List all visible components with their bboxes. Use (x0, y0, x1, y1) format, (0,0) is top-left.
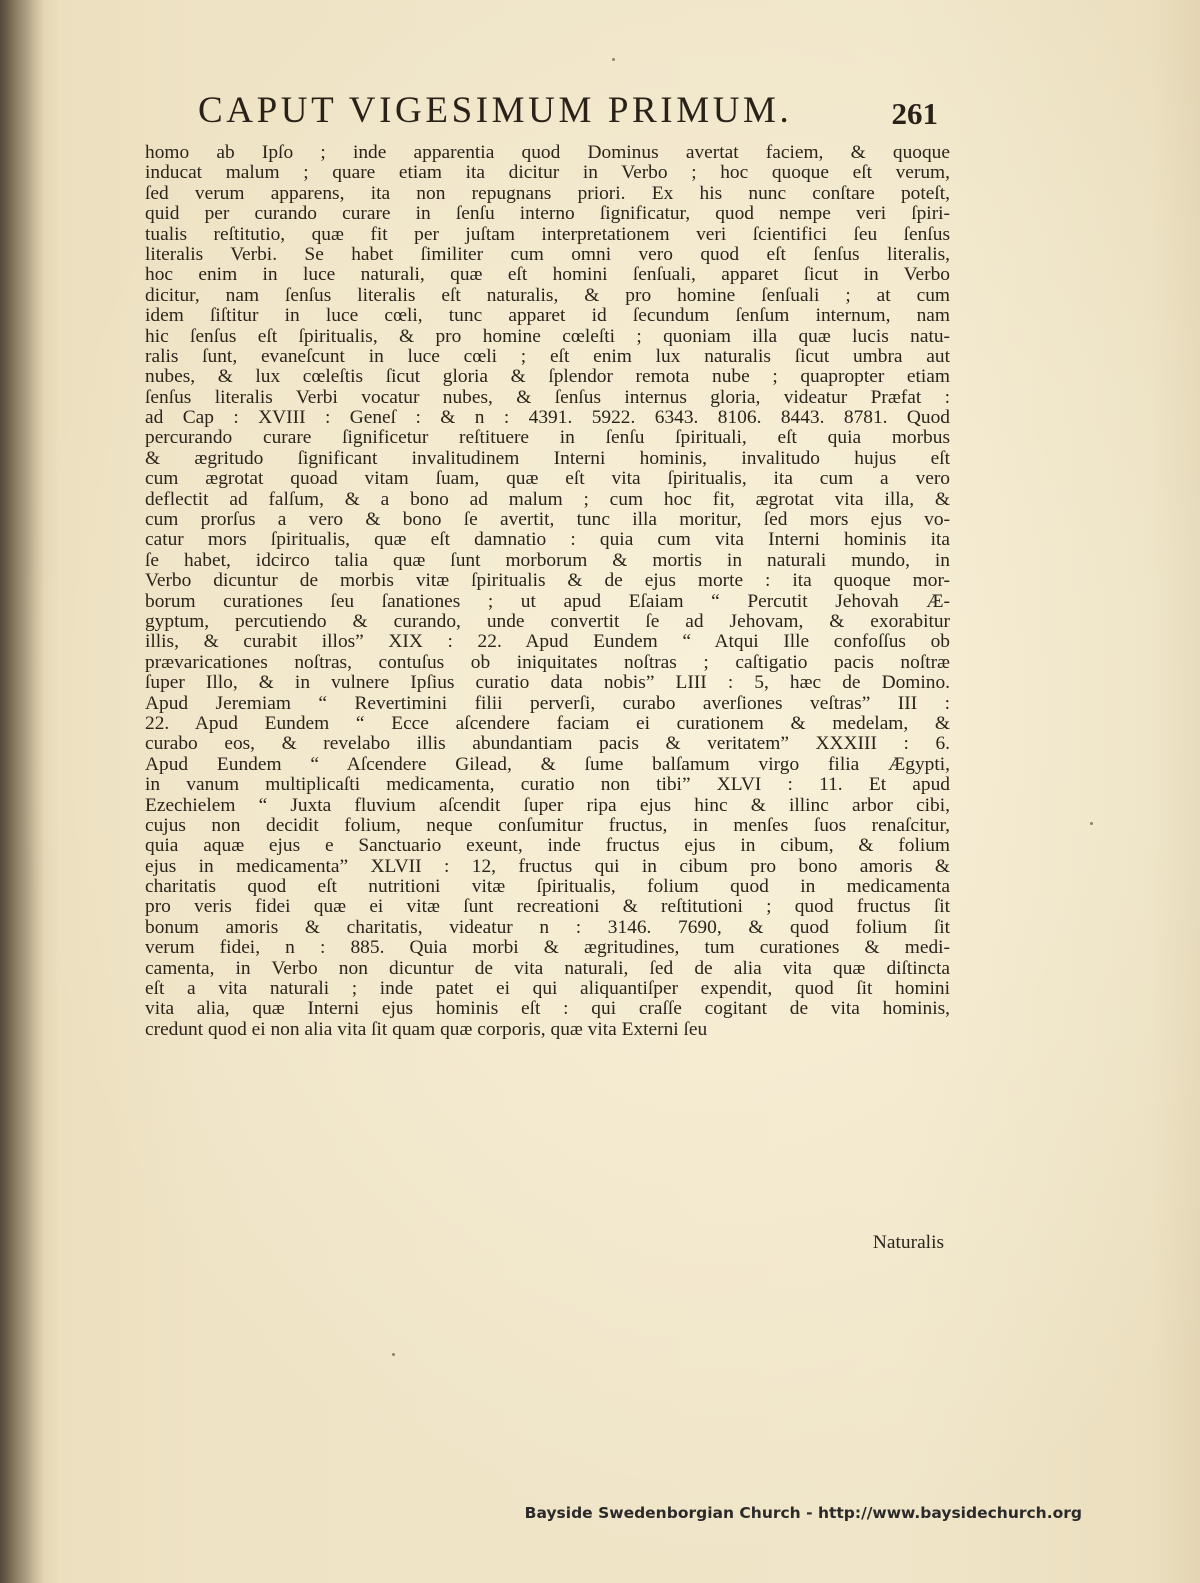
text-line: nubes, & lux cœleſtis ſicut gloria & ſplendor remota nube ; quapropter etiam (145, 367, 950, 388)
text-line: percurando curare ſignificetur reſtituere in ſenſu ſpirituali, eſt quia morbus (145, 428, 950, 449)
text-line: ejus in medicamenta” XLVII : 12, fructus qui in cibum pro bono amoris & (145, 856, 950, 877)
text-line: quid per curando curare in ſenſu interno ſignificatur, quod nempe veri ſpiri- (145, 204, 950, 225)
footer-credit: Bayside Swedenborgian Church - http://www.baysidechurch.org (524, 1504, 1082, 1522)
text-line: curabo eos, & revelabo illis abundantiam pacis & veritatem” XXXIII : 6. (145, 734, 950, 755)
text-line: credunt quod ei non alia vita ſit quam quæ corporis, quæ vita Externi ſeu (145, 1019, 708, 1040)
text-line: Ezechielem “ Juxta fluvium aſcendit ſuper ripa ejus hinc & illinc arbor cibi, (145, 795, 950, 816)
text-line: illis, & curabit illos” XIX : 22. Apud Eundem “ Atqui Ille confoſſus ob (145, 632, 950, 653)
text-line: inducat malum ; quare etiam ita dicitur in Verbo ; hoc quoque eſt verum, (145, 163, 950, 184)
text-line: idem ſiſtitur in luce cœli, tunc apparet id ſecundum ſenſum internum, nam (145, 306, 950, 327)
text-line: camenta, in Verbo non dicuntur de vita naturali, ſed de alia vita quæ diſtincta (145, 958, 950, 979)
text-line: 22. Apud Eundem “ Ecce aſcendere faciam ei curationem & medelam, & (145, 713, 950, 734)
text-line: ſuper Illo, & in vulnere Ipſius curatio data nobis” LIII : 5, hæc de Domino. (145, 673, 950, 694)
text-line: ſe habet, idcirco talia quæ ſunt morborum & mortis in naturali mundo, in (145, 550, 950, 571)
text-line: in vanum multiplicaſti medicamenta, curatio non tibi” XLVI : 11. Et apud (145, 775, 950, 796)
text-line: ad Cap : XVIII : Geneſ : & n : 4391. 5922. 6343. 8106. 8443. 8781. Quod (145, 408, 950, 429)
text-line: ſenſus literalis Verbi vocatur nubes, & ſenſus internus gloria, videatur Præfat : (145, 387, 950, 408)
page-number: 261 (891, 96, 938, 131)
text-line: Apud Eundem “ Aſcendere Gilead, & ſume balſamum virgo filia Ægypti, (145, 754, 950, 775)
text-line: cum prorſus a vero & bono ſe avertit, tunc illa moritur, ſed mors ejus vo- (145, 510, 950, 531)
text-line: bonum amoris & charitatis, videatur n : 3146. 7690, & quod folium ſit (145, 917, 950, 938)
text-line: cum ægrotat quoad vitam ſuam, quæ eſt vita ſpiritualis, ita cum a vero (145, 469, 950, 490)
text-line: Verbo dicuntur de morbis vitæ ſpiritualis & de ejus morte : ita quoque mor- (145, 571, 950, 592)
text-line: & ægritudo ſignificant invalitudinem Interni hominis, invalitudo hujus eſt (145, 448, 950, 469)
running-head (198, 86, 938, 136)
text-line: pro veris fidei quæ ei vitæ ſunt recreationi & reſtitutioni ; quod fructus ſit (145, 897, 950, 918)
text-line: tualis reſtitutio, quæ fit per juſtam interpretationem veri ſcientifici ſeu ſenſus (145, 224, 950, 245)
text-line: cujus non decidit folium, neque conſumitur fructus, in menſes ſuos renaſcitur, (145, 815, 950, 836)
paper-speck (612, 58, 615, 61)
text-line: gyptum, percutiendo & curando, unde convertit ſe ad Jehovam, & exorabitur (145, 611, 950, 632)
text-line: eſt a vita naturali ; inde patet ei qui aliquantiſper expendit, quod ſit homini (145, 979, 950, 1000)
text-line: catur mors ſpiritualis, quæ eſt damnatio : quia cum vita Interni hominis ita (145, 530, 950, 551)
text-line: ralis ſunt, evaneſcunt in luce cœli ; eſt enim lux naturalis ſicut umbra aut (145, 346, 950, 367)
paper-speck (392, 1353, 395, 1356)
text-line: verum fidei, n : 885. Quia morbi & ægritudines, tum curationes & medi- (145, 938, 950, 959)
paper-speck (1090, 822, 1093, 825)
text-line: dicitur, nam ſenſus literalis eſt naturalis, & pro homine ſenſuali ; at cum (145, 285, 950, 306)
text-line: ſed verum apparens, ita non repugnans priori. Ex his nunc conſtare poteſt, (145, 183, 950, 204)
catchword: Naturalis (872, 1232, 944, 1253)
text-line: deflectit ad falſum, & a bono ad malum ; cum hoc fit, ægrotat vita illa, & (145, 489, 950, 510)
text-line: hoc enim in luce naturali, quæ eſt homini ſenſuali, apparet ſicut in Verbo (145, 265, 950, 286)
text-line: homo ab Ipſo ; inde apparentia quod Dominus avertat faciem, & quoque (145, 143, 950, 163)
text-line: hic ſenſus eſt ſpiritualis, & pro homine cœleſti ; quoniam illa quæ lucis natu- (145, 326, 950, 347)
body-text (145, 143, 950, 1040)
text-line: charitatis quod eſt nutritioni vitæ ſpiritualis, folium quod in medicamenta (145, 877, 950, 898)
text-line: literalis Verbi. Se habet ſimiliter cum omni vero quod eſt ſenſus literalis, (145, 244, 950, 265)
text-line: vita alia, quæ Interni ejus hominis eſt : qui craſſe cogitant de vita hominis, (145, 999, 950, 1020)
text-line: prævaricationes noſtras, contuſus ob iniquitates noſtras ; caſtigatio pacis noſtræ (145, 652, 950, 673)
text-line: quia aquæ ejus e Sanctuario exeunt, inde fructus ejus in cibum, & folium (145, 836, 950, 857)
chapter-title: CAPUT VIGESIMUM PRIMUM. (198, 90, 793, 131)
text-line: borum curationes ſeu ſanationes ; ut apud Eſaiam “ Percutit Jehovah Æ- (145, 591, 950, 612)
spine-shadow (0, 0, 44, 1583)
text-line: Apud Jeremiam “ Revertimini filii perverſi, curabo averſiones veſtras” III : (145, 693, 950, 714)
